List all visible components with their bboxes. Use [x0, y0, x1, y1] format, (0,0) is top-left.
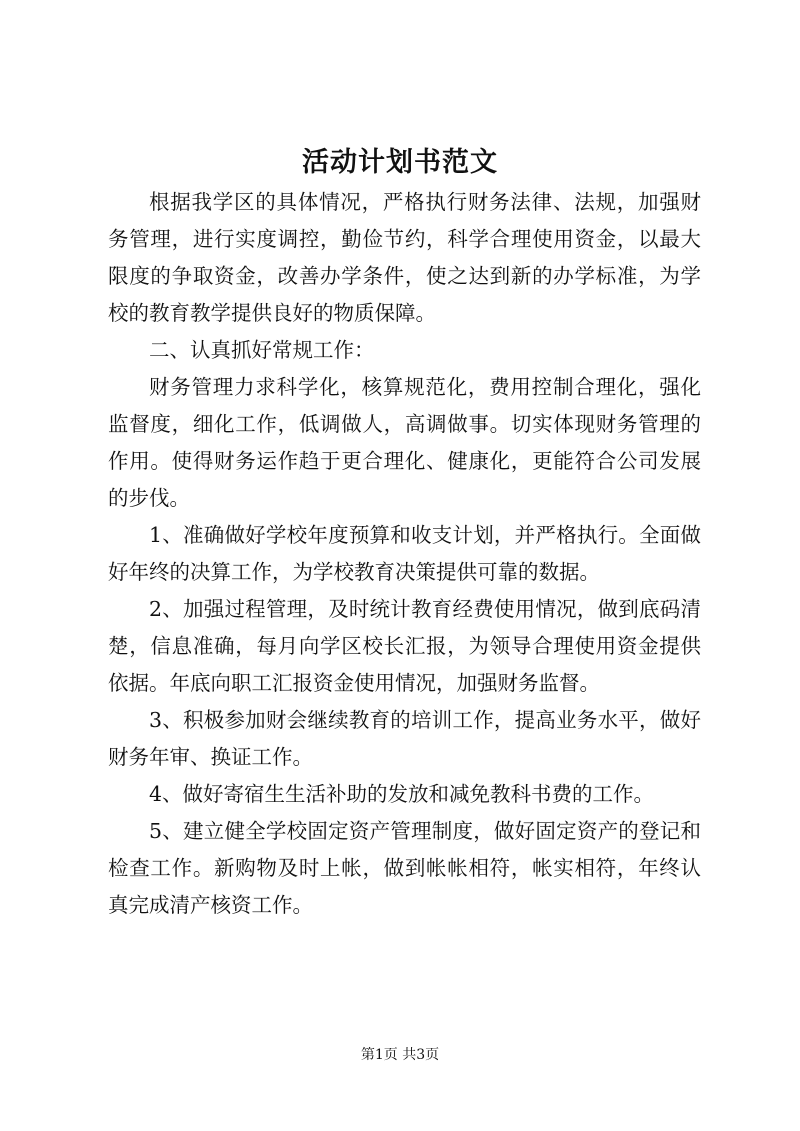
paragraph-item-4: 4、做好寄宿生生活补助的发放和减免教科书费的工作。: [149, 782, 655, 806]
paragraph-item-1: 1、准确做好学校年度预算和收支计划，并严格执行。全面做好年终的决算工作，为学校教育决策提供可靠的数据。: [108, 523, 701, 584]
paragraph-section-heading: 二、认真抓好常规工作：: [149, 338, 375, 362]
document-body: [108, 184, 701, 924]
page-footer: 第1页 共3页: [360, 1047, 440, 1063]
paragraph-intro: 根据我学区的具体情况，严格执行财务法律、法规，加强财务管理，进行实度调控，勤俭节约，科学合理使用资金，以最大限度的争取资金，改善办学条件，使之达到新的办学标准，为学校的教育教学提供良好的物质保障。: [108, 190, 701, 325]
paragraph-item-3: 3、积极参加财会继续教育的培训工作，提高业务水平，做好财务年审、换证工作。: [108, 708, 701, 769]
paragraph-item-5: 5、建立健全学校固定资产管理制度，做好固定资产的登记和检查工作。新购物及时上帐，做到帐帐相符，帐实相符，年终认真完成清产核资工作。: [108, 819, 701, 917]
paragraph-finance-management: 财务管理力求科学化，核算规范化，费用控制合理化，强化监督度，细化工作，低调做人，高调做事。切实体现财务管理的作用。使得财务运作趋于更合理化、健康化，更能符合公司发展的步伐。: [108, 375, 701, 510]
document-title: 活动计划书范文: [302, 147, 498, 178]
paragraph-item-2: 2、加强过程管理，及时统计教育经费使用情况，做到底码清楚，信息准确，每月向学区校长汇报，为领导合理使用资金提供依据。年底向职工汇报资金使用情况，加强财务监督。: [108, 597, 701, 695]
